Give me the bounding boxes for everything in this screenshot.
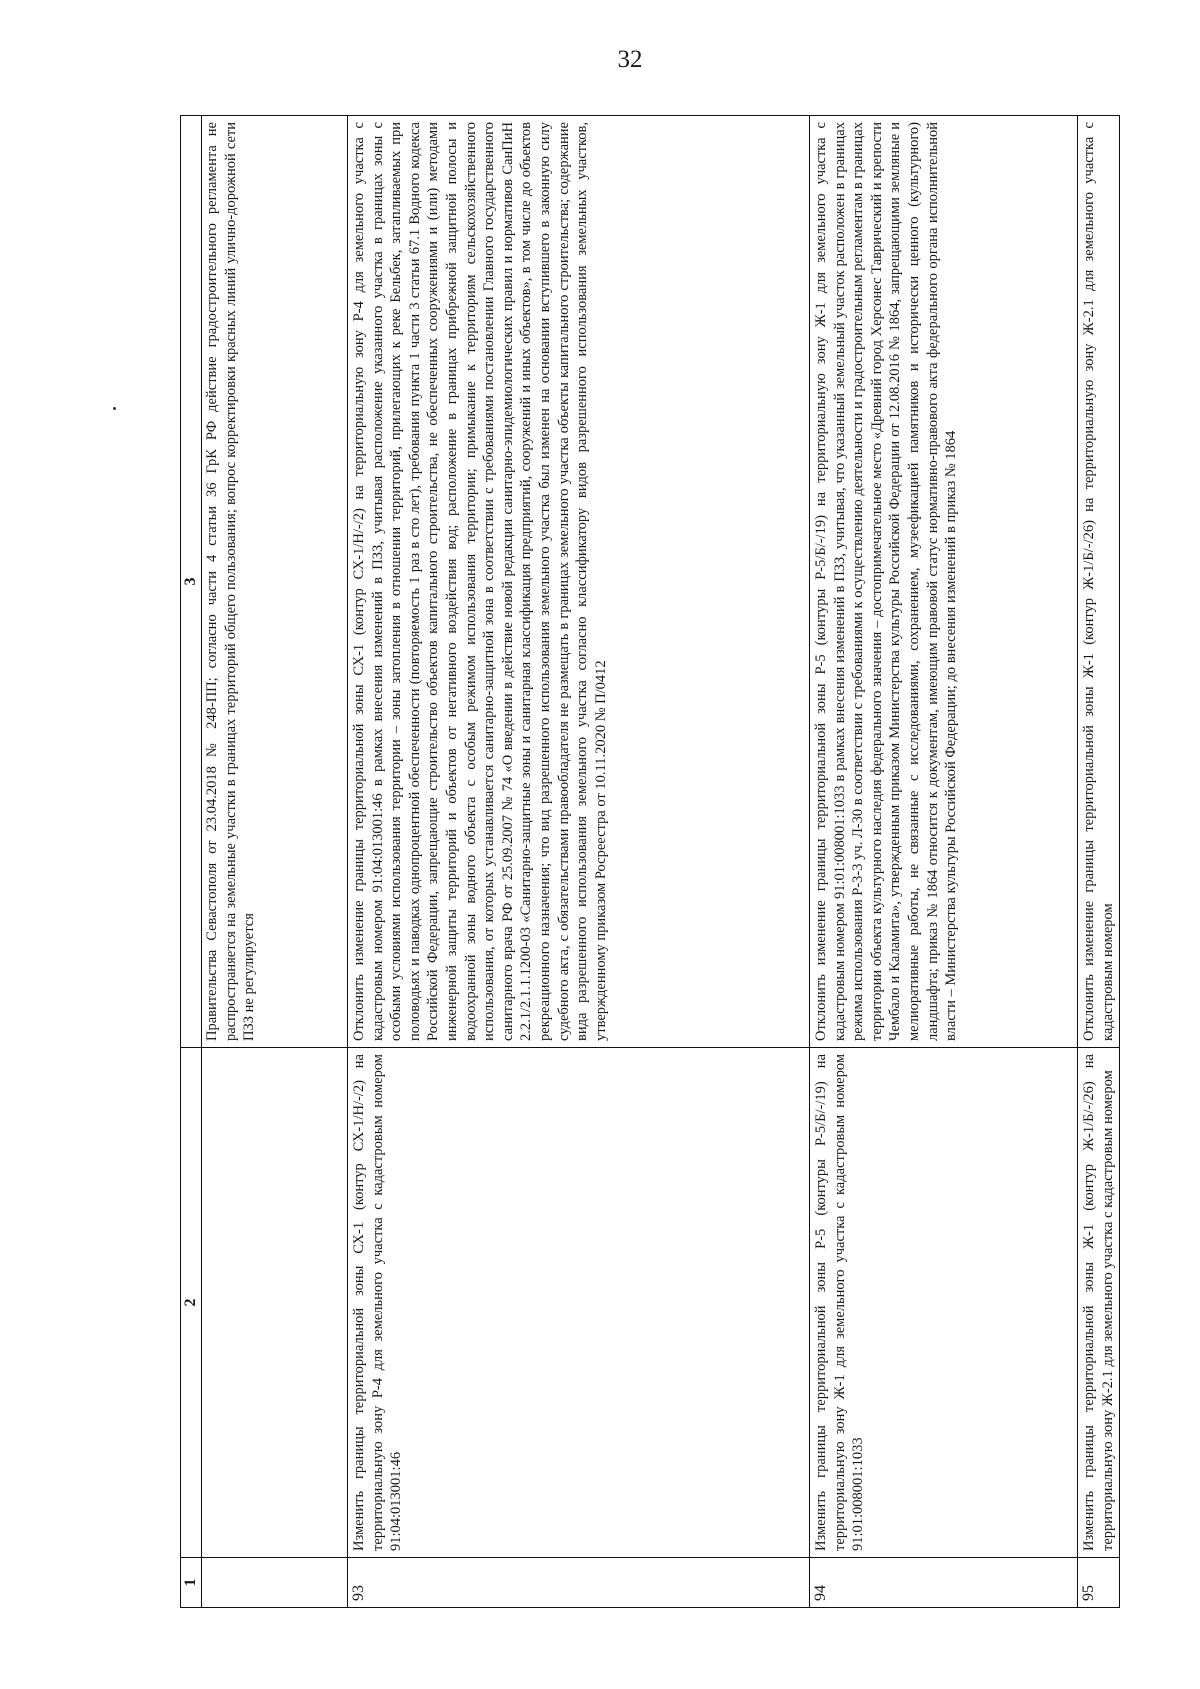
page-number: 32 (617, 46, 643, 73)
continuation-decision-cell: Правительства Севастополя от 23.04.2018 № 248-ПП; согласно части 4 статьи 36 ГрК РФ действие градостроительного регламента не распространяется на земельные участки в границах территорий общего пользования; вопрос корректировки красных линий улично-дорожной сети ПЗЗ не регулируется (202, 116, 348, 1048)
row-number: 95 (1078, 1558, 1120, 1608)
table-row-93 (348, 116, 810, 1608)
table-row-94 (810, 116, 1078, 1608)
table-row-continuation (202, 116, 348, 1608)
header-col-2: 2 (181, 1048, 202, 1558)
row-decision: Отклонить изменение границы территориальной зоны Ж-1 (контур Ж-1/Б/-/26) на территориальную зону Ж-2.1 для земельного участка с кадастровым номером (1078, 116, 1120, 1048)
row-request: Изменить границы территориальной зоны Р-5 (контуры Р-5/Б/-/19) на территориальную зону Ж-1 для земельного участка с кадастровым номером 91:01:008001:1033 (810, 1048, 1078, 1558)
table-header-row (181, 116, 202, 1608)
row-request: Изменить границы территориальной зоны СХ-1 (контур СХ-1/Н/-/2) на территориальную зону Р-4 для земельного участка с кадастровым номером 91:04:013001:46 (348, 1048, 810, 1558)
scan-speck (113, 407, 116, 410)
row-number: 94 (810, 1558, 1078, 1608)
table-row-95 (1078, 116, 1120, 1608)
header-col-1: 1 (181, 1558, 202, 1608)
row-request: Изменить границы территориальной зоны Ж-1 (контур Ж-1/Б/-/26) на территориальную зону Ж-2.1 для земельного участка с кадастровым номером (1078, 1048, 1120, 1558)
header-col-3: 3 (181, 116, 202, 1048)
continuation-request-cell (202, 1048, 348, 1558)
row-decision: Отклонить изменение границы территориальной зоны Р-5 (контуры Р-5/Б/-/19) на территориальную зону Ж-1 для земельного участка с кадастровым номером 91:01:008001:1033 в рамках внесения изменений в ПЗЗ, учитывая, что указанный земельный участок расположен в границах режима использования Р-3-3 уч. Л-30 в соответствии с требованиями к осуществлению деятельности и градостроительным регламентам в границах территории объекта культурного наследия федерального значения – достопримечательное место «Древний город Херсонес Таврический и крепости Чембало и Каламита», утвержденным приказом Министерства культуры Российской Федерации от 12.08.2016 № 1864, запрещающими земляные и мелиоративные работы, не связанные с исследованиями, сохранением, музеефикацией памятников и исторически ценного (культурного) ландшафта; приказ № 1864 относится к документам, имеющим правовой статус нормативно-правового акта федерального органа исполнительной власти – Министерства культуры Российской Федерации; до внесения изменений в приказ № 1864 (810, 116, 1078, 1048)
continuation-num-cell (202, 1558, 348, 1608)
row-decision: Отклонить изменение границы территориальной зоны СХ-1 (контур СХ-1/Н/-/2) на территориальную зону Р-4 для земельного участка с кадастровым номером 91:04:013001:46 в рамках внесения изменений в ПЗЗ, учитывая расположение указанного участка в границах зоны с особыми условиями использования территории – зоны затопления в отношении территорий, прилегающих к реке Бельбек, затапливаемых при половодьях и паводках однопроцентной обеспеченности (повторяемость 1 раз в сто лет), требования пункта 1 части 3 статьи 67.1 Водного кодекса Российской Федерации, запрещающие строительство объектов капитального строительства, не обеспеченных сооружениями и (или) методами инженерной защиты территорий и объектов от негативного воздействия вод; расположение в границах прибрежной защитной полосы и водоохранной зоны водного объекта с особым режимом использования территории; примыкание к территориям сельскохозяйственного использования, от которых устанавливается санитарно-защитной зона в соответствии с требованиями постановлении Главного государственного санитарного врача РФ от 25.09.2007 № 74 «О введении в действие новой редакции санитарно-эпидемиологических правил и нормативов СанПиН 2.2.1/2.1.1.1200-03 «Санитарно-защитные зоны и санитарная классификация предприятий, сооружений и иных объектов», в том числе до объектов рекреационного назначения; что вид разрешенного использования земельного участка был изменен на основании вступившего в законную силу судебного акта, с обязательствами правообладателя не размещать в границах земельного участка объекты капитального строительства; содержание вида разрешенного использования земельного участка согласно классификатору видов разрешенного использования земельных участков, утвержденному приказом Росреестра от 10.11.2020 № П/0412 (348, 116, 810, 1048)
row-number: 93 (348, 1558, 810, 1608)
decisions-table-rotated (180, 116, 1116, 1608)
decisions-table (180, 115, 1120, 1608)
table-rotation-frame (180, 116, 1116, 1608)
